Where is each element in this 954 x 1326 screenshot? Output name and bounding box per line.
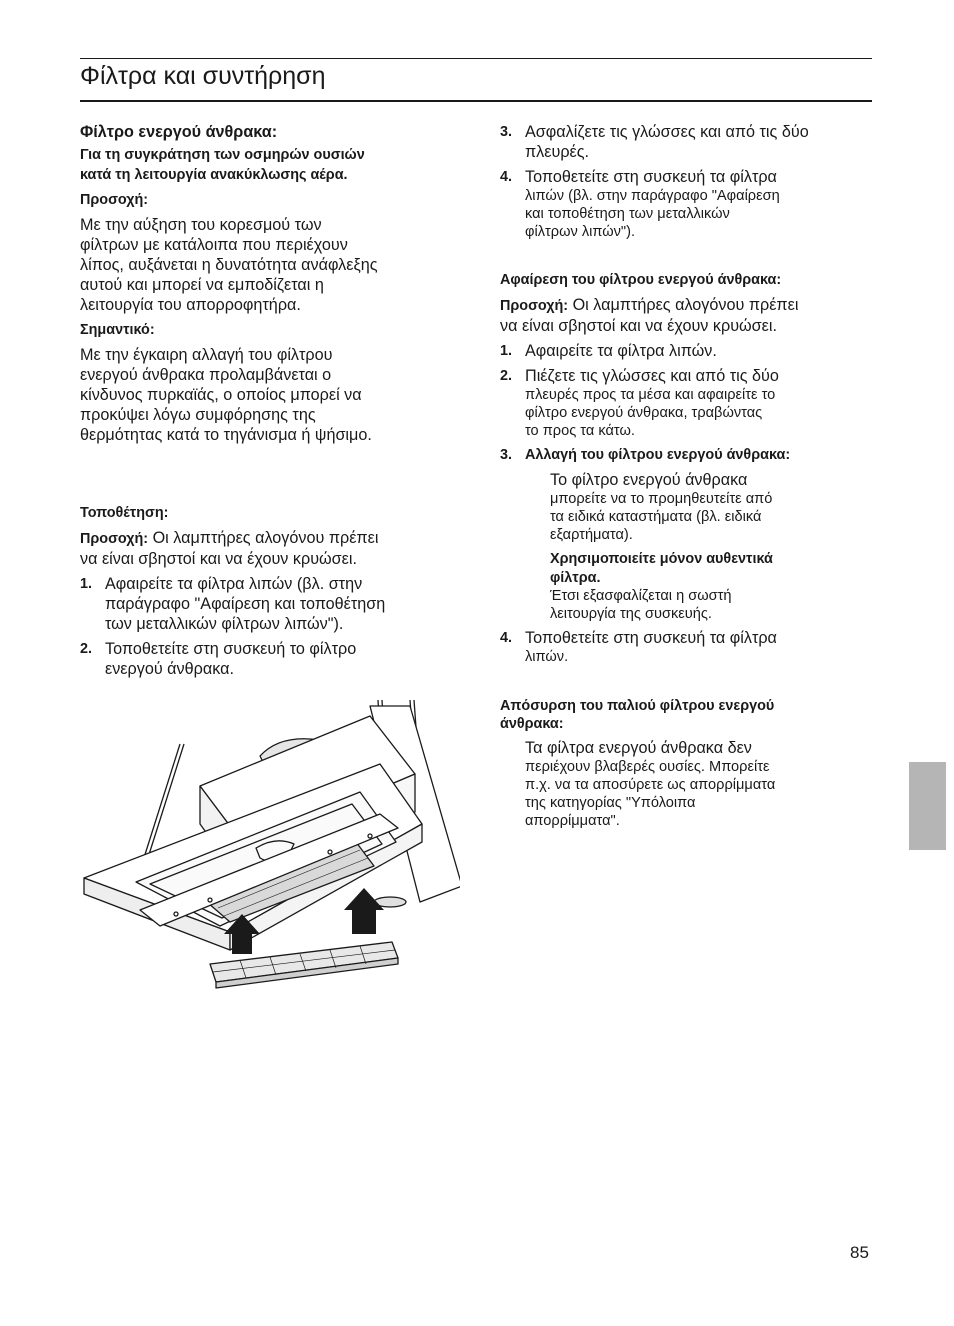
- page-number: 85: [850, 1243, 869, 1262]
- text-line: παράγραφο "Αφαίρεση και τοποθέτηση: [105, 595, 386, 613]
- step-number: 1.: [500, 343, 513, 359]
- section-subtitle: [80, 145, 452, 185]
- text-line: Τοποθετείτε στη συσκευή τα φίλτρα: [525, 629, 777, 647]
- caution-label: Προσοχή:: [80, 531, 149, 547]
- disposal-text: [500, 738, 872, 830]
- text-line: απορρίμματα".: [525, 813, 620, 829]
- text-line: Πιέζετε τις γλώσσες και από τις δύο: [525, 367, 779, 385]
- list-item: [80, 639, 452, 679]
- text-line: πλευρές προς τα μέσα και αφαιρείτε το: [525, 387, 776, 403]
- text-line: Με την έγκαιρη αλλαγή του φίλτρου: [80, 346, 333, 364]
- text-line: εξαρτήματα).: [550, 527, 633, 543]
- important-label: Σημαντικό:: [80, 322, 155, 338]
- text-line: το προς τα κάτω.: [525, 423, 635, 439]
- install-steps-continued: [500, 122, 872, 241]
- list-item: [500, 445, 872, 465]
- right-column: [500, 122, 872, 835]
- disposal-title: [500, 697, 872, 733]
- subtitle-line: Για τη συγκράτηση των οσμηρών ουσιών: [80, 147, 365, 163]
- text-line: και τοποθέτηση των μεταλλικών: [525, 206, 730, 222]
- caution-label: Προσοχή:: [500, 298, 569, 314]
- list-item: [500, 341, 872, 361]
- install-caution: [80, 528, 452, 569]
- step-number: 2.: [500, 368, 513, 384]
- text-line: Οι λαμπτήρες αλογόνου πρέπει: [148, 529, 379, 547]
- text-line: λιπών (βλ. στην παράγραφο "Αφαίρεση: [525, 188, 780, 204]
- step3-text: [500, 470, 872, 544]
- text-line: ενεργού άνθρακα προλαμβάνεται ο: [80, 366, 332, 384]
- list-item: [500, 628, 872, 666]
- original-filters-note: [500, 549, 872, 623]
- left-column: [80, 122, 452, 684]
- section-title-carbon-filter: Φίλτρο ενεργού άνθρακα:: [80, 123, 278, 141]
- list-item: [500, 366, 872, 440]
- step-number: 1.: [80, 576, 93, 592]
- text-line: ενεργού άνθρακα.: [105, 660, 234, 678]
- removal-title: Αφαίρεση του φίλτρου ενεργού άνθρακα:: [500, 272, 782, 288]
- text-line: Χρησιμοποιείτε μόνον αυθεντικά: [550, 551, 773, 567]
- text-line: της κατηγορίας "Υπόλοιπα: [525, 795, 696, 811]
- text-line: περιέχουν βλαβερές ουσίες. Μπορείτε: [525, 759, 770, 775]
- subtitle-line: κατά τη λειτουργία ανακύκλωσης αέρα.: [80, 167, 348, 183]
- text-line: να είναι σβηστοί και να έχουν κρυώσει.: [80, 550, 357, 568]
- text-line: λιπών.: [525, 649, 569, 665]
- text-line: φίλτρων με κατάλοιπα που περιέχουν: [80, 236, 348, 254]
- text-line: πλευρές.: [525, 143, 590, 161]
- list-item: [80, 574, 452, 634]
- text-line: φίλτρα.: [550, 570, 601, 586]
- removal-steps-end: [500, 628, 872, 666]
- text-line: τα ειδικά καταστήματα (βλ. ειδικά: [550, 509, 762, 525]
- text-line: Τοποθετείτε στη συσκευή τα φίλτρα: [525, 168, 777, 186]
- text-line: Με την αύξηση του κορεσμού των: [80, 216, 322, 234]
- text-line: Τα φίλτρα ενεργού άνθρακα δεν: [525, 739, 752, 757]
- section-side-tab: [909, 762, 946, 850]
- text-line: των μεταλλικών φίλτρων λιπών").: [105, 615, 344, 633]
- text-line: μπορείτε να το προμηθευτείτε από: [550, 491, 773, 507]
- caution-text: [80, 215, 452, 315]
- hood-filter-illustration: [80, 696, 460, 996]
- text-line: Απόσυρση του παλιού φίλτρου ενεργού: [500, 698, 775, 714]
- text-line: θερμότητας κατά το τηγάνισμα ή ψήσιμο.: [80, 426, 372, 444]
- text-line: φίλτρων λιπών").: [525, 224, 636, 240]
- text-line: λειτουργία της συσκευής.: [550, 606, 712, 622]
- up-arrow-icon: [344, 888, 384, 934]
- text-line: άνθρακα:: [500, 716, 564, 732]
- text-line: κίνδυνος πυρκαϊάς, ο οποίος μπορεί να: [80, 386, 362, 404]
- important-text: [80, 345, 452, 445]
- step-number: 3.: [500, 447, 513, 463]
- text-line: φίλτρο ενεργού άνθρακα, τραβώντας: [525, 405, 763, 421]
- caution-label: Προσοχή:: [80, 192, 149, 208]
- header-bottom-rule: [80, 100, 872, 102]
- page-title: Φίλτρα και συντήρηση: [80, 62, 326, 90]
- list-item: [500, 122, 872, 162]
- removal-steps: [500, 341, 872, 465]
- text-line: Αφαιρείτε τα φίλτρα λιπών.: [525, 342, 717, 360]
- list-item: [500, 167, 872, 241]
- text-line: να είναι σβηστοί και να έχουν κρυώσει.: [500, 317, 777, 335]
- text-line: Έτσι εξασφαλίζεται η σωστή: [550, 588, 732, 604]
- text-line: π.χ. να τα αποσύρετε ως απορρίμματα: [525, 777, 776, 793]
- text-line: Τοποθετείτε στη συσκευή το φίλτρο: [105, 640, 357, 658]
- text-line: Ασφαλίζετε τις γλώσσες και από τις δύο: [525, 123, 809, 141]
- install-steps: [80, 574, 452, 679]
- step3-title: Αλλαγή του φίλτρου ενεργού άνθρακα:: [525, 447, 791, 463]
- text-line: λειτουργία του απορροφητήρα.: [80, 296, 301, 314]
- text-line: Οι λαμπτήρες αλογόνου πρέπει: [568, 296, 799, 314]
- text-line: λίπος, αυξάνεται η δυνατότητα ανάφλεξης: [80, 256, 378, 274]
- step-number: 4.: [500, 169, 513, 185]
- removal-caution: [500, 295, 872, 336]
- text-line: αυτού και μπορεί να εμποδίζεται η: [80, 276, 324, 294]
- text-line: προκύψει λόγω συμφόρησης της: [80, 406, 316, 424]
- step-number: 2.: [80, 641, 93, 657]
- text-line: Αφαιρείτε τα φίλτρα λιπών (βλ. στην: [105, 575, 363, 593]
- step-number: 3.: [500, 124, 513, 140]
- text-line: Το φίλτρο ενεργού άνθρακα: [550, 471, 748, 489]
- step-number: 4.: [500, 630, 513, 646]
- install-title: Τοποθέτηση:: [80, 505, 169, 521]
- header-top-rule: [80, 58, 872, 59]
